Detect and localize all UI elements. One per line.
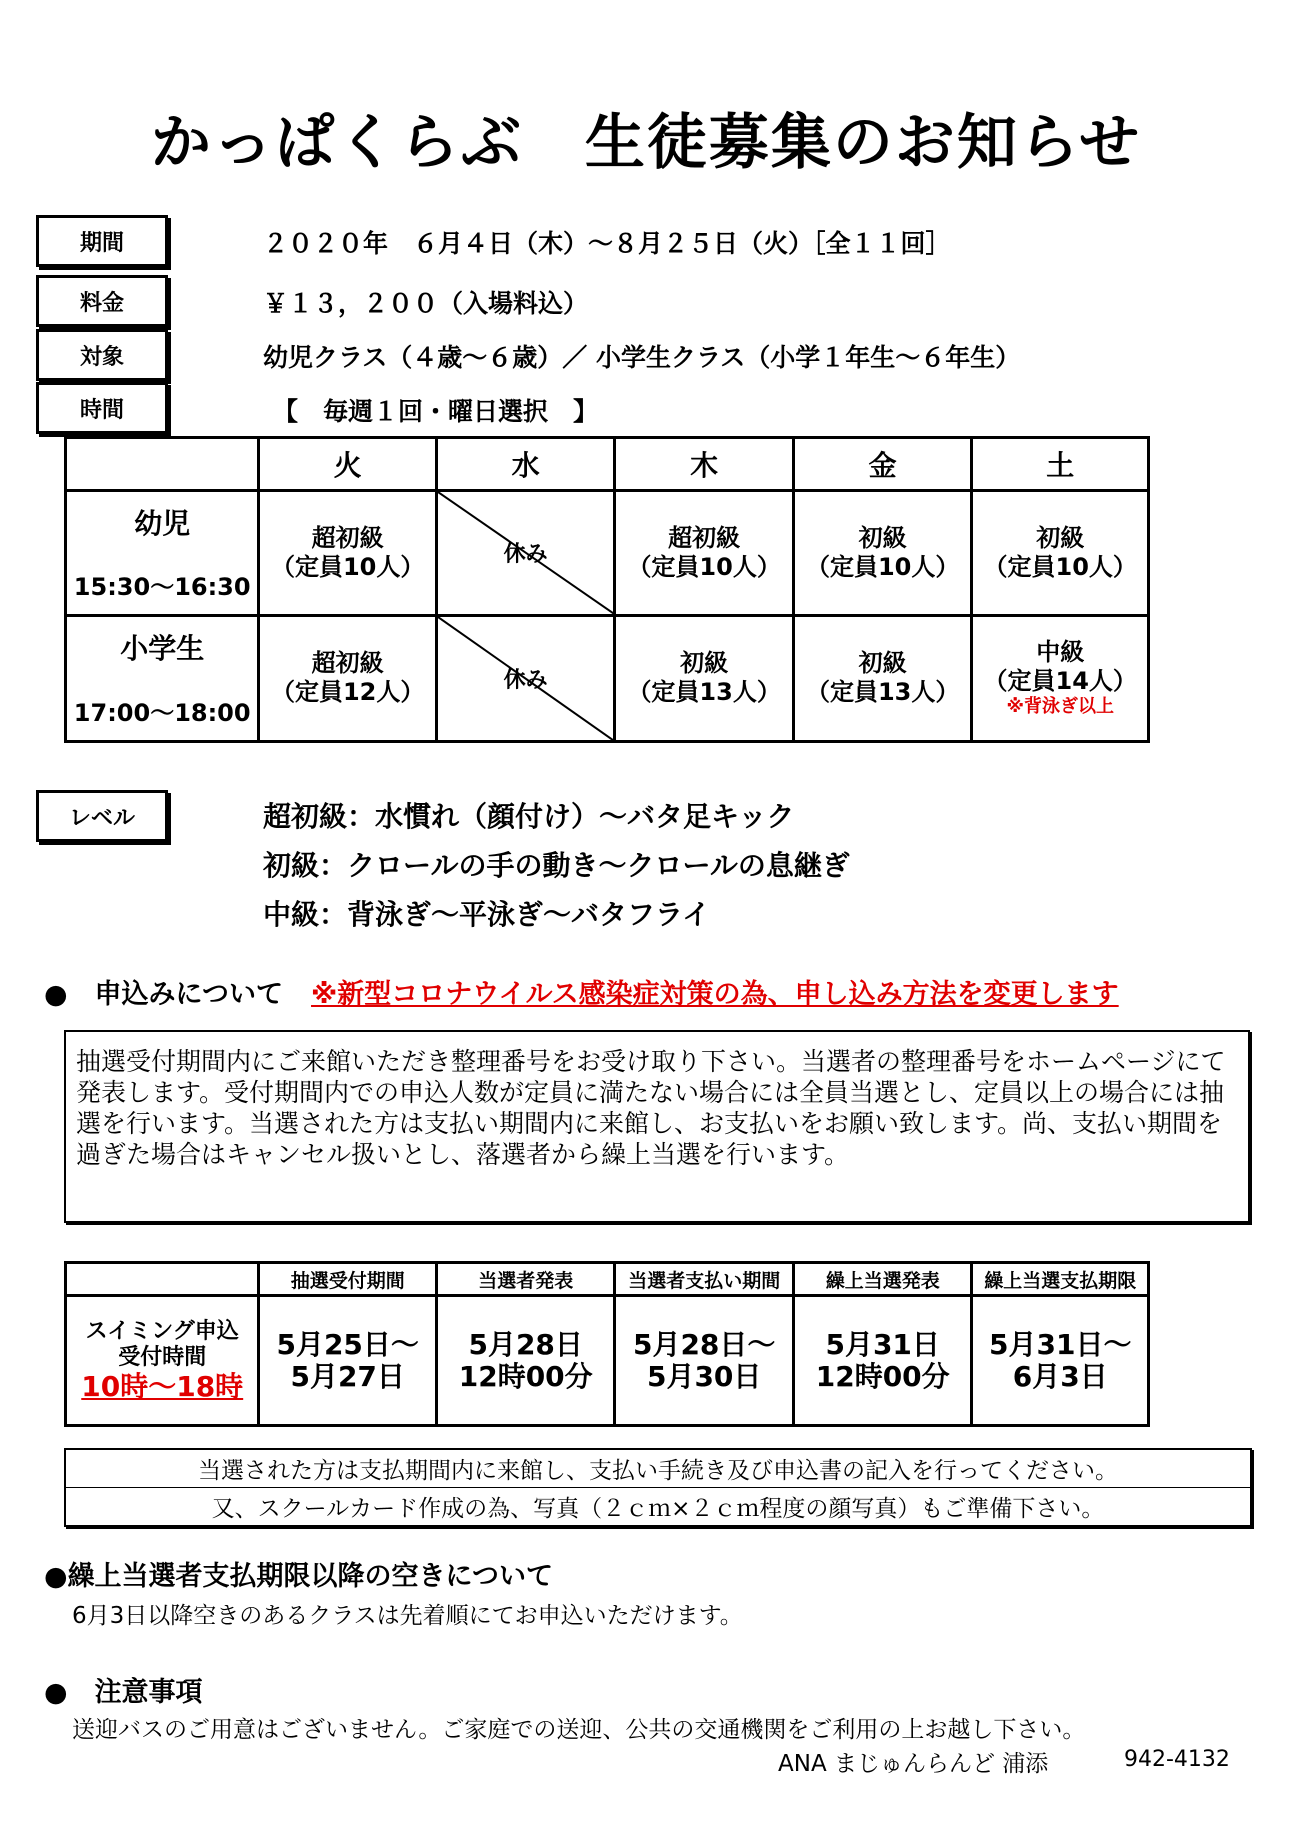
- caution-heading: ● 注意事項: [44, 1677, 203, 1708]
- row-header-infant: [66, 491, 259, 615]
- fee-label: 料金: [36, 275, 168, 327]
- day-header: 木: [615, 438, 794, 491]
- vacancy-heading: ●繰上当選者支払期限以降の空きについて: [44, 1561, 554, 1592]
- fee-value: ￥１３，２００（入場料込）: [263, 289, 589, 318]
- period-value: ２０２０年 ６月４日（木）～８月２５日（火）［全１１回］: [263, 229, 951, 258]
- application-corner: [66, 1263, 259, 1296]
- application-cell: 5月28日～ 5月30日: [615, 1296, 794, 1426]
- schedule-corner: [66, 438, 259, 491]
- row-time: 17:00～18:00: [73, 699, 251, 727]
- caution-text: 送迎バスのご用意はございません。ご家庭での送迎、公共の交通機関をご利用の上お越し下さい。: [72, 1717, 1086, 1743]
- payment-note: 当選された方は支払期間内に来館し、支払い手続き及び申込書の記入を行ってください。: [65, 1449, 1251, 1488]
- row-name: 小学生: [120, 631, 205, 665]
- level-line: 初級：クロールの手の動き～クロールの息継ぎ: [263, 849, 850, 882]
- application-header: 繰上当選発表: [793, 1263, 972, 1296]
- schedule-cell: 初級 （定員13人）: [793, 615, 972, 741]
- time-label: 時間: [36, 382, 168, 434]
- facility-phone: 942-4132: [1124, 1747, 1230, 1772]
- day-header: 火: [259, 438, 437, 491]
- schedule-cell: 初級 （定員13人）: [615, 615, 794, 741]
- application-header: 抽選受付期間: [259, 1263, 437, 1296]
- rest-cell: 休み: [436, 615, 614, 741]
- backstroke-note: ※背泳ぎ以上: [1006, 696, 1114, 718]
- application-header: 当選者支払い期間: [615, 1263, 794, 1296]
- row-name: 幼児: [134, 507, 191, 541]
- target-value: 幼児クラス（４歳～６歳）／ 小学生クラス（小学１年生～６年生）: [263, 343, 1021, 372]
- application-cell: 5月28日 12時00分: [436, 1296, 615, 1426]
- application-header: 当選者発表: [436, 1263, 615, 1296]
- day-header: 水: [436, 438, 614, 491]
- row-time: 15:30～16:30: [73, 572, 251, 601]
- reception-hours: 10時～18時: [81, 1369, 244, 1403]
- application-cell: 5月25日～ 5月27日: [259, 1296, 437, 1426]
- day-header: 土: [972, 438, 1149, 491]
- schedule-cell: 初級 （定員10人）: [793, 491, 972, 615]
- level-line: 超初級：水慣れ（顔付け）～バタ足キック: [263, 800, 795, 833]
- vacancy-text: 6月3日以降空きのあるクラスは先着順にてお申込いただけます。: [72, 1603, 743, 1629]
- application-cell: 5月31日 12時00分: [793, 1296, 972, 1426]
- covid-notice: ※新型コロナウイルス感染症対策の為、申し込み方法を変更します: [311, 979, 1119, 1010]
- application-heading: ● 申込みについて ※新型コロナウイルス感染症対策の為、申し込み方法を変更します: [44, 979, 1119, 1010]
- schedule-cell: 超初級 （定員10人）: [615, 491, 794, 615]
- facility-name: ANA まじゅんらんど 浦添: [778, 1751, 1049, 1777]
- application-cell: 5月31日～ 6月3日: [972, 1296, 1149, 1426]
- level-line: 中級：背泳ぎ～平泳ぎ～バタフライ: [263, 898, 711, 931]
- schedule-table: [64, 436, 1150, 743]
- row-header-elementary: [66, 615, 259, 741]
- time-value: 【 毎週１回・曜日選択 】: [273, 397, 599, 426]
- application-table: [64, 1261, 1150, 1427]
- payment-notes: [64, 1448, 1252, 1527]
- page-title: かっぱくらぶ 生徒募集のお知らせ: [150, 108, 1142, 178]
- application-row-label: スイミング申込 受付時間 10時～18時: [66, 1296, 259, 1426]
- day-header: 金: [793, 438, 972, 491]
- schedule-cell: 中級 （定員14人） ※背泳ぎ以上: [972, 615, 1149, 741]
- payment-note: 又、スクールカード作成の為、写真（２ｃｍ×２ｃｍ程度の顔写真）もご準備下さい。: [65, 1488, 1251, 1527]
- target-label: 対象: [36, 329, 168, 381]
- schedule-cell: 超初級 （定員10人）: [259, 491, 437, 615]
- schedule-cell: 初級 （定員10人）: [972, 491, 1149, 615]
- schedule-cell: 超初級 （定員12人）: [259, 615, 437, 741]
- application-header: 繰上当選支払期限: [972, 1263, 1149, 1296]
- period-label: 期間: [36, 215, 168, 267]
- application-paragraph: 抽選受付期間内にご来館いただき整理番号をお受け取り下さい。当選者の整理番号をホームページにて発表します。受付期間内での申込人数が定員に満たない場合には全員当選とし、定員以上の場合には抽選を行います。当選された方は支払い期間内に来館し、お支払いをお願い致します。尚、支払い期間を過ぎた場合はキャンセル扱いとし、落選者から繰上当選を行います。: [64, 1030, 1250, 1223]
- rest-cell: 休み: [436, 491, 614, 615]
- level-label: レベル: [36, 790, 168, 842]
